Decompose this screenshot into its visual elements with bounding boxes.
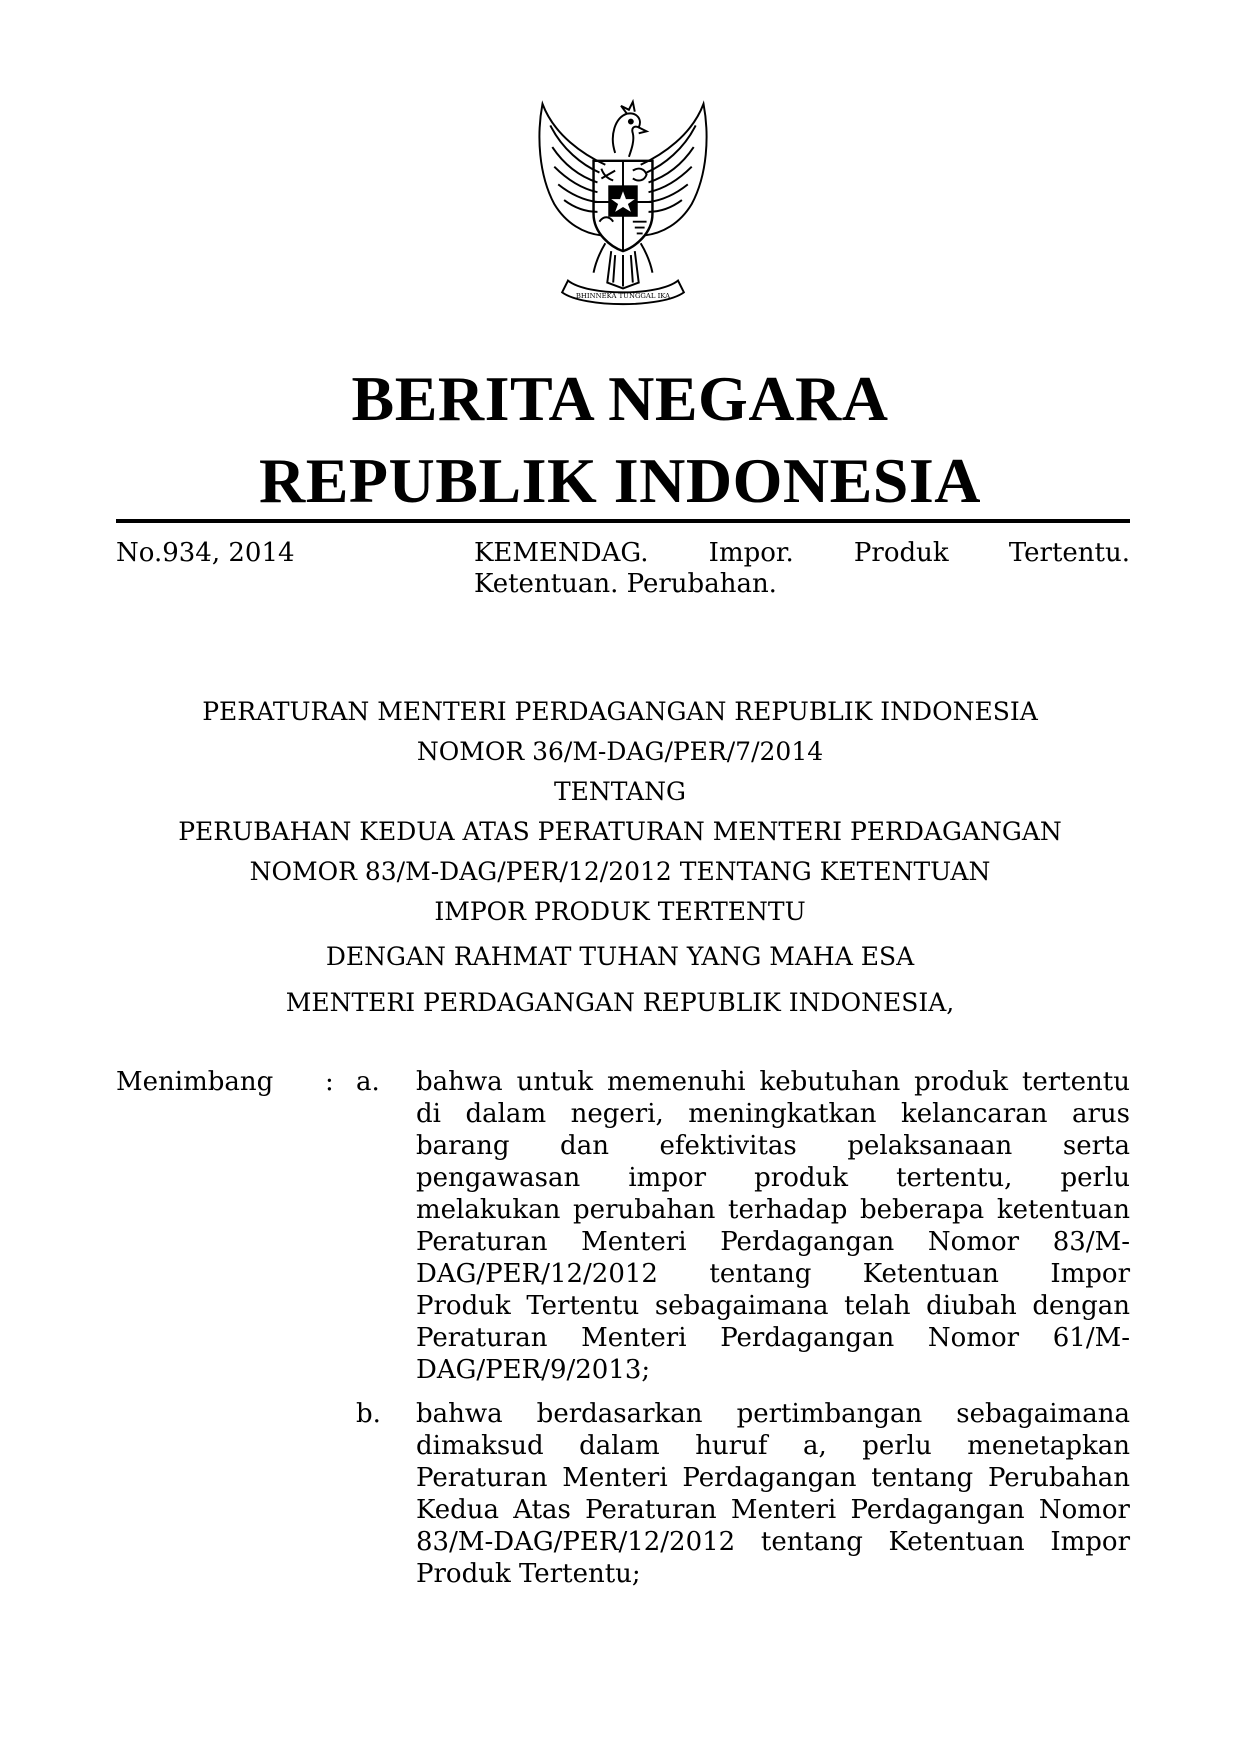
item-letter-a: a. xyxy=(356,1067,380,1097)
intro-line: DENGAN RAHMAT TUHAN YANG MAHA ESA xyxy=(325,942,915,971)
title-line: NOMOR 36/M-DAG/PER/7/2014 xyxy=(416,737,824,766)
title-line: PERATURAN MENTERI PERDAGANGAN REPUBLIK INDONESIA xyxy=(202,697,1038,726)
considering-item-b xyxy=(416,1398,1130,1590)
menimbang-colon: : xyxy=(325,1067,334,1097)
title-line: IMPOR PRODUK TERTENTU xyxy=(434,897,806,926)
svg-text:BHINNEKA TUNGGAL IKA: BHINNEKA TUNGGAL IKA xyxy=(575,292,671,301)
gazette-subject xyxy=(474,538,1130,600)
considering-item-a xyxy=(416,1066,1130,1386)
menimbang-label: Menimbang xyxy=(116,1067,274,1097)
title-line: NOMOR 83/M-DAG/PER/12/2012 TENTANG KETENTUAN xyxy=(249,857,991,886)
item-line: pengawasan impor produk tertentu, perlu xyxy=(416,1163,1130,1193)
item-line: bahwa untuk memenuhi kebutuhan produk tertentu xyxy=(416,1067,1130,1097)
gazette-subject-line-2: Ketentuan. Perubahan. xyxy=(474,569,777,599)
item-line: Produk Tertentu; xyxy=(416,1559,641,1589)
title-line: PERUBAHAN KEDUA ATAS PERATURAN MENTERI PERDAGANGAN xyxy=(178,817,1062,846)
item-line: di dalam negeri, meningkatkan kelancaran arus xyxy=(416,1099,1130,1129)
item-line: melakukan perubahan terhadap beberapa ketentuan xyxy=(416,1195,1130,1225)
regulation-title xyxy=(100,692,1140,932)
item-letter-b: b. xyxy=(356,1399,381,1429)
masthead-subtitle: REPUBLIK INDONESIA xyxy=(258,445,982,516)
item-line: Peraturan Menteri Perdagangan Nomor 61/M- xyxy=(416,1323,1130,1353)
item-line: 83/M-DAG/PER/12/2012 tentang Ketentuan Impor xyxy=(416,1527,1130,1557)
item-line: barang dan efektivitas pelaksanaan serta xyxy=(416,1131,1130,1161)
gazette-subject-line-1: KEMENDAG. Impor. Produk Tertentu. xyxy=(474,538,1130,568)
item-line: DAG/PER/9/2013; xyxy=(416,1355,651,1385)
preamble-intro xyxy=(100,934,1140,1026)
item-line: DAG/PER/12/2012 tentang Ketentuan Impor xyxy=(416,1259,1130,1289)
item-line: dimaksud dalam huruf a, perlu menetapkan xyxy=(416,1431,1130,1461)
item-line: Peraturan Menteri Perdagangan tentang Perubahan xyxy=(416,1463,1130,1493)
intro-line: MENTERI PERDAGANGAN REPUBLIK INDONESIA, xyxy=(285,988,955,1017)
item-line: Produk Tertentu sebagaimana telah diubah dengan xyxy=(416,1291,1130,1321)
title-line: TENTANG xyxy=(553,777,686,806)
masthead-rule xyxy=(116,519,1130,523)
gazette-number: No.934, 2014 xyxy=(116,538,295,568)
item-line: Kedua Atas Peraturan Menteri Perdagangan Nomor xyxy=(416,1495,1130,1525)
item-line: bahwa berdasarkan pertimbangan sebagaimana xyxy=(416,1399,1130,1429)
masthead-title: BERITA NEGARA xyxy=(351,363,889,434)
garuda-pancasila-emblem-icon xyxy=(524,96,722,312)
item-line: Peraturan Menteri Perdagangan Nomor 83/M- xyxy=(416,1227,1130,1257)
